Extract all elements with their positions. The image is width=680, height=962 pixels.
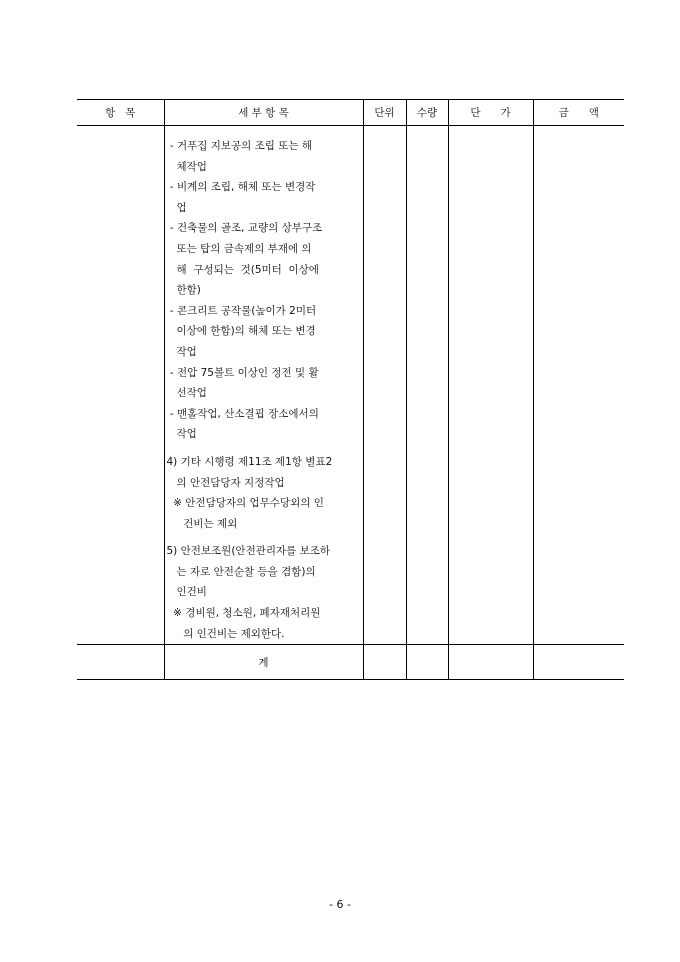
total-item-cell	[77, 645, 164, 680]
detail-line: - 거푸집 지보공의 조립 또는 해	[166, 140, 313, 152]
detail-line: 의 인건비는 제외한다.	[166, 627, 285, 640]
header-detail: 세 부 항 목	[164, 100, 363, 126]
detail-line: 이상에 한함)의 해체 또는 변경	[166, 325, 316, 338]
header-price: 단 가	[448, 100, 533, 126]
detail-line: - 비계의 조립, 해체 또는 변경작	[166, 181, 316, 194]
detail-line: 작업	[166, 345, 197, 358]
table-header-row	[77, 100, 624, 126]
detail-line: ※ 안전담당자의 업무수당외의 인	[166, 497, 324, 510]
header-qty: 수량	[406, 100, 448, 126]
qty-cell	[406, 126, 448, 645]
detail-line: 5) 안전보조원(안전관리자를 보조하	[166, 545, 331, 558]
detail-line: 는 자로 안전순찰 등을 겸함)의	[166, 565, 316, 578]
detail-line: 체작업	[166, 160, 207, 173]
total-amount-cell	[533, 645, 624, 680]
detail-line: 의 안전담당자 지정작업	[166, 476, 285, 489]
price-cell	[448, 126, 533, 645]
detail-line: - 건축물의 골조, 교량의 상부구조	[166, 222, 323, 235]
table-body-row	[77, 126, 624, 645]
header-item: 항 목	[77, 100, 164, 126]
detail-line: 한함)	[166, 284, 201, 297]
total-row	[77, 645, 624, 680]
page-number: - 6 -	[329, 898, 351, 911]
detail-line: - 전압 75볼트 이상인 정전 및 활	[166, 366, 319, 379]
detail-line: 선작업	[166, 387, 207, 400]
total-unit-cell	[363, 645, 406, 680]
detail-gap	[167, 534, 363, 541]
item-cell	[77, 126, 164, 645]
detail-list	[165, 126, 363, 644]
detail-cell	[164, 126, 363, 645]
header-amount: 금 액	[533, 100, 624, 126]
detail-line: 업	[166, 201, 187, 214]
unit-cell	[363, 126, 406, 645]
detail-line: 건비는 제외	[166, 517, 238, 530]
total-price-cell	[448, 645, 533, 680]
detail-line: 또는 탑의 금속제의 부재에 의	[166, 242, 312, 255]
detail-line: 작업	[166, 428, 197, 441]
detail-line: ※ 경비원, 청소원, 폐자재처리원	[166, 607, 321, 620]
header-unit: 단위	[363, 100, 406, 126]
detail-line: 4) 기타 시행령 제11조 제1항 별표2	[166, 455, 333, 468]
detail-line: 해 구성되는 것(5미터 이상에	[166, 263, 319, 276]
cost-table	[77, 99, 624, 680]
detail-gap	[167, 445, 363, 452]
total-qty-cell	[406, 645, 448, 680]
detail-line: - 콘크리트 공작물(높이가 2미터	[166, 304, 317, 317]
amount-cell	[533, 126, 624, 645]
total-label: 계	[164, 645, 363, 680]
detail-line: 인건비	[166, 586, 207, 599]
detail-line: - 맨홀작업, 산소결핍 장소에서의	[166, 407, 319, 420]
